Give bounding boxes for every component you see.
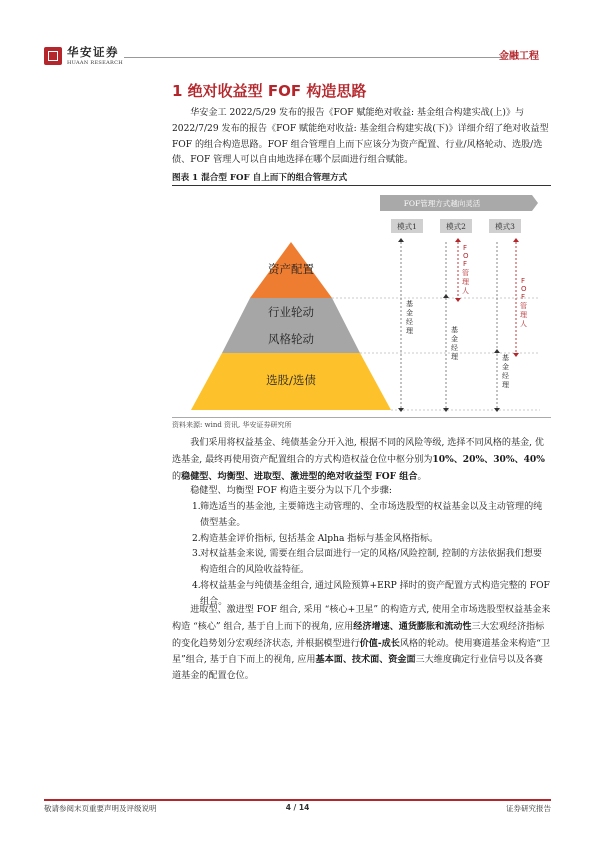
paragraph-3: 稳健型、均衡型 FOF 构造主要分为以下几个步骤: [190, 486, 392, 496]
fof-management-diagram [172, 186, 551, 414]
tier-label-industry-rotation: 行业轮动 [268, 305, 314, 319]
mode-box-1 [391, 219, 423, 233]
tier-label-style-rotation: 风格轮动 [268, 332, 314, 346]
footer-divider [44, 799, 551, 801]
fund-manager-label-3: 基金经理 [502, 354, 509, 389]
mode-box-3 [489, 219, 521, 233]
company-name-en: HUAAN RESEARCH [67, 60, 123, 66]
flexibility-arrow [380, 195, 538, 211]
tier-label-asset-allocation: 资产配置 [268, 262, 314, 276]
svg-text:模式2: 模式2 [446, 222, 466, 231]
arrow-label: FOF管理方式越向灵活 [403, 199, 481, 208]
fund-manager-label-1: 基金经理 [406, 300, 413, 335]
mode-guides [401, 242, 497, 408]
company-name: 华安证券 [67, 45, 119, 59]
paragraph-4: 进取型、激进型 FOF 组合, 采用 “核心+卫星” 的构造方式, 使用全市场选股型权益基金来构造 “核心” 组合, 基于自上而下的视角, 应用经济增速、通货膨胀和流动性三大宏观经济指标的变化趋势划分宏观经济状态, 并根据模型进行价值-成长风格的轮动。使用赛道基金来构造“卫星”组合, 基于自下而上的视角, 应用基本面、技术面、资金面三大维度确定行业信号以及各赛道基金的配置仓位。 [172, 605, 551, 682]
mode-box-2 [440, 219, 472, 233]
list-item: 4. 将权益基金与纯债基金组合, 通过风险预算+ERP 择时的资产配置方式构造完整的 FOF 组合。 [192, 580, 550, 607]
list-item: 2. 构造基金评价指标, 包括基金 Alpha 指标与基金风格指标。 [192, 533, 439, 544]
section-title: 1 绝对收益型 FOF 构造思路 [172, 82, 367, 100]
svg-text:模式1: 模式1 [397, 222, 417, 231]
figure-source: 资料来源: wind 资讯, 华安证券研究所 [172, 421, 292, 429]
tier-label-stock-bond: 选股/选债 [266, 373, 316, 387]
footer-report-type: 证券研究报告 [506, 804, 551, 813]
figure-caption: 图表 1 混合型 FOF 自上而下的组合管理方式 [172, 171, 551, 186]
source-divider [172, 417, 551, 418]
fof-manager-label-2: F O F 管理人 [520, 277, 527, 328]
page-number: 4 / 14 [285, 803, 310, 812]
intro-paragraph: 华安金工 2022/5/29 发布的报告《FOF 赋能绝对收益: 基金组合构建实战(上)》与 2022/7/29 发布的报告《FOF 赋能绝对收益: 基金组合构建实战(下)》详细介绍了绝对收益型 FOF 的组合构造思路。FOF 组合管理自上而下应该分为资产配置、行业/风格轮动、选股/选债、FOF 管理人可以自由地选择在哪个层面进行组合赋能。 [172, 108, 549, 166]
company-logo-icon [44, 47, 62, 65]
step-list [172, 500, 551, 611]
list-item: 3. 对权益基金来说, 需要在组合层面进行一定的风格/风险控制, 控制的方法依据我们想要构造组合的风险收益特征。 [192, 549, 543, 576]
footer-disclaimer: 敬请参阅末页重要声明及评级说明 [44, 804, 157, 813]
list-item: 1. 筛选适当的基金池, 主要筛选主动管理的、全市场选股型的权益基金以及主动管理的纯债型基金。 [192, 502, 543, 528]
fund-manager-label-2: 基金经理 [451, 326, 458, 361]
header-divider [124, 57, 503, 58]
fof-manager-label-1: F O F 管理人 [462, 244, 469, 295]
paragraph-2: 我们采用将权益基金、纯债基金分开入池, 根据不同的风险等级, 选择不同风格的基金, 优选基金, 最终再使用资产配置组合的方式构造权益仓位中枢分别为10%、20%、30%、40%的稳健型、均衡型、进取型、激进型的绝对收益型 FOF 组合。 [172, 438, 545, 482]
svg-text:模式3: 模式3 [495, 222, 515, 231]
header-section: 金融工程 [499, 51, 539, 62]
